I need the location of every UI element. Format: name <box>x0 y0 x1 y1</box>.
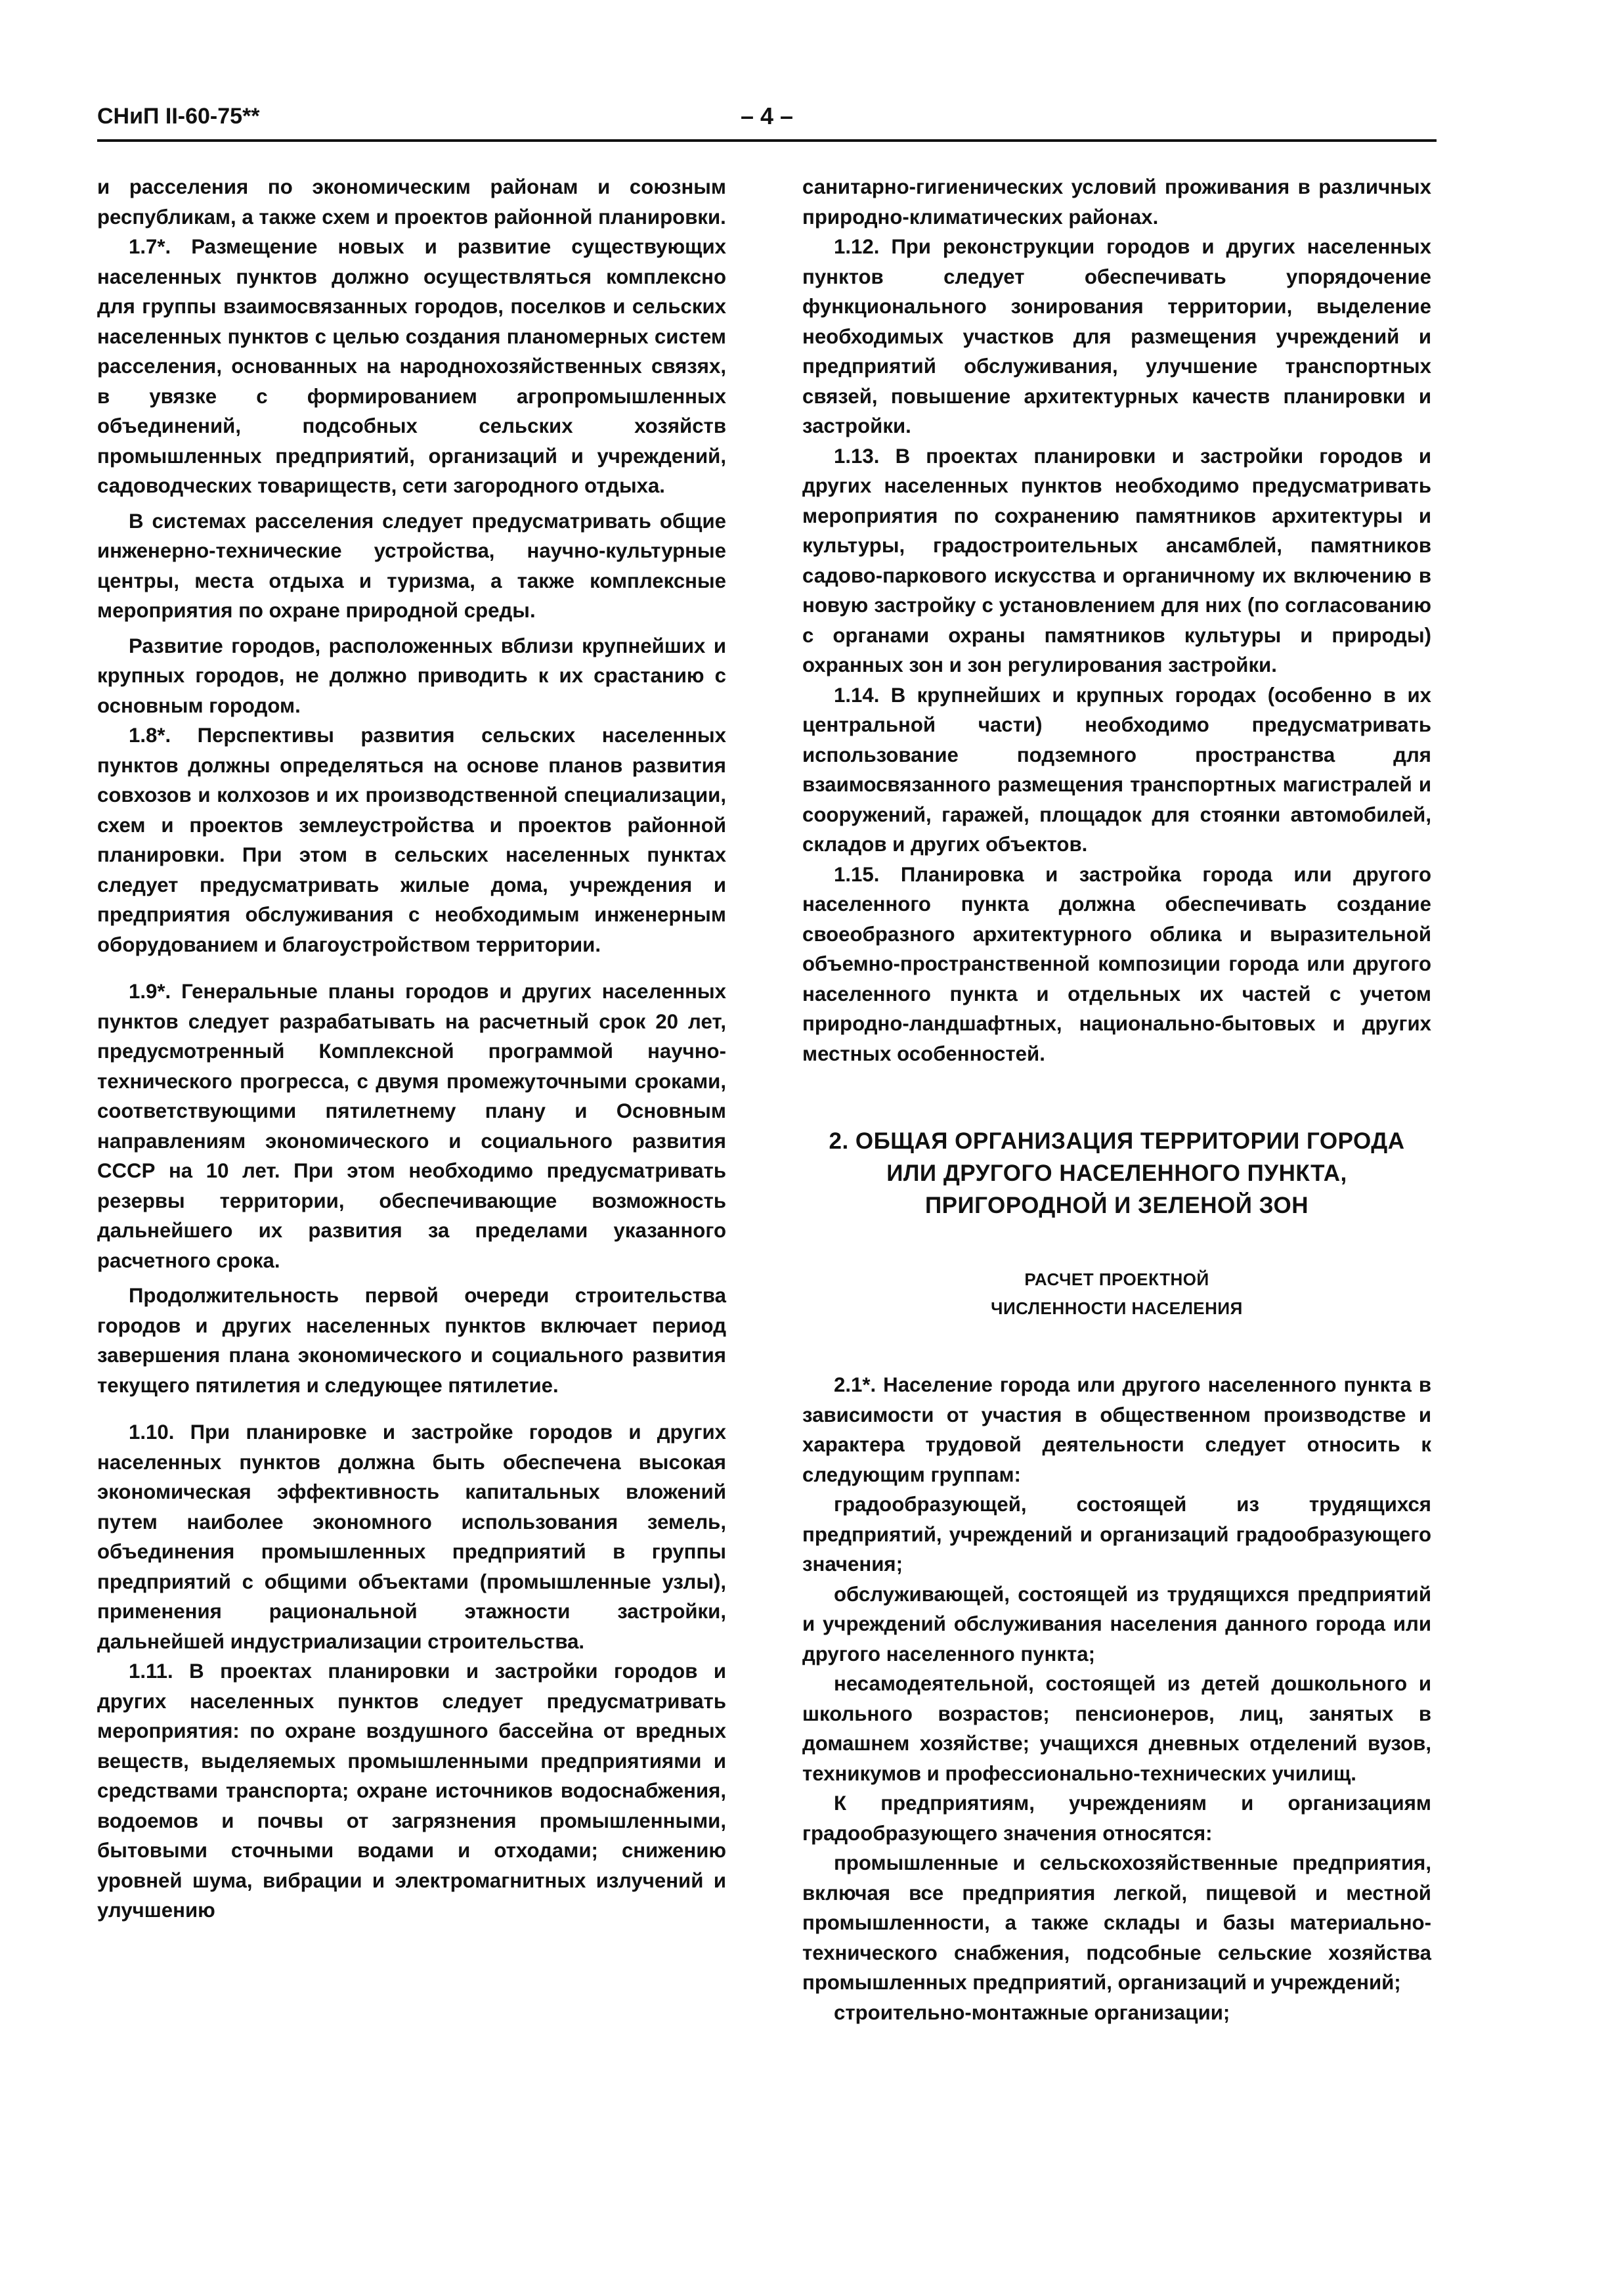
paragraph-text: В проектах планировки и застройки городов и других населенных пунктов следует предусматривать мероприятия: по охране воздушного бассейна от вредных веществ, выделяемых промышленными предприятиями и средствами транспорта; охране источников водоснабжения, водоемов и почвы от загрязнения промышленными, бытовыми сточными водами и отходами; снижению уровней шума, вибрации и электромагнитных излучений и улучшению <box>97 1660 726 1922</box>
paragraph-text: Генеральные планы городов и других населенных пунктов следует разрабатывать на расчетный срок 20 лет, предусмотренный Комплексной программой научно-технического прогресса, с двумя промежуточными сроками, соответствующими пятилетнему плану и Основным направлениям экономического и социального развития СССР на 10 лет. При этом необходимо предусматривать резервы территории, обеспечивающие возможность дальнейшего их развития за пределами указанного расчетного срока. <box>97 980 726 1272</box>
paragraph-text: промышленные и сельскохозяйственные предприятия, включая все предприятия легкой, пищевой и местной промышленности, а также склады и базы материально-технического снабжения, подсобные сельские хозяйства промышленных предприятий, организаций и учреждений; <box>802 1851 1431 1994</box>
section-title <box>802 1125 1431 1222</box>
paragraph-text: Размещение новых и развитие существующих населенных пунктов должно осуществляться комплексно для группы взаимосвязанных городов, поселков и сельских населенных пунктов с целью создания планомерных систем расселения, основанных на народнохозяйственных связях, в увязке с формированием агропромышленных объединений, подсобных сельских хозяйств промышленных предприятий, организаций и учреждений, садоводческих товариществ, сети загородного отдыха. <box>97 235 726 497</box>
list-item <box>802 1490 1431 1579</box>
paragraph <box>802 1788 1431 1848</box>
clause-number: 1.13. <box>834 444 880 468</box>
clause-number: 1.12. <box>834 235 880 258</box>
paragraph-text: состоящей из трудящихся предприятий, учреждений и организаций градообразующего значения; <box>802 1493 1431 1576</box>
clause-number: 1.7*. <box>129 235 171 258</box>
clause-2-1 <box>802 1370 1431 1490</box>
list-item <box>802 1669 1431 1788</box>
paragraph-text: санитарно-гигиенических условий проживания в различных природно-климатических районах. <box>802 175 1431 229</box>
paragraph-text: Продолжительность первой очереди строительства городов и других населенных пунктов включает период завершения плана экономического и социального развития текущего пятилетия и следующее пятилетие. <box>97 1284 726 1397</box>
page-number: – 4 – <box>740 102 794 129</box>
clause-1-8 <box>97 720 726 960</box>
group-term: несамодеятельной, <box>834 1672 1034 1695</box>
paragraph-text: Перспективы развития сельских населенных пунктов должны определяться на основе планов развития совхозов и колхозов и их производственной специализации, схем и проектов землеустройства и проектов районной планировки. При этом в сельских населенных пунктах следует предусматривать жилые дома, учреждения и предприятия обслуживания с необходимым инженерным оборудованием и благоустройством территории. <box>97 724 726 956</box>
paragraph-text: Население города или другого населенного пункта в зависимости от участия в общественном производстве и характера трудовой деятельности следует относить к следующим группам: <box>802 1373 1431 1486</box>
group-term: градообразующей, <box>834 1493 1027 1516</box>
group-term: обслуживающей, <box>834 1582 1010 1606</box>
subsection-title <box>802 1265 1431 1323</box>
paragraph <box>97 631 726 721</box>
right-column <box>802 172 1431 2027</box>
clause-1-10 <box>97 1417 726 1656</box>
page-header <box>97 99 1437 142</box>
paragraph <box>97 506 726 626</box>
left-column <box>97 172 726 1926</box>
paragraph-text: В системах расселения следует предусматривать общие инженерно-технические устройства, научно-культурные центры, места отдыха и туризма, а также комплексные мероприятия по охране природной среды. <box>97 509 726 622</box>
paragraph <box>97 172 726 232</box>
clause-number: 1.10. <box>129 1421 175 1444</box>
list-item <box>802 1998 1431 2028</box>
paragraph <box>97 1281 726 1400</box>
paragraph-text: В проектах планировки и застройки городов и других населенных пунктов необходимо предусматривать мероприятия по сохранению памятников архитектуры и культуры, градостроительных ансамблей, памятников садово-паркового искусства и органичному их включению в новую застройку с установлением для них (по согласованию с органами охраны памятников культуры и природы) охранных зон и зон регулирования застройки. <box>802 444 1431 676</box>
clause-1-13 <box>802 441 1431 680</box>
paragraph-text: и расселения по экономическим районам и союзным республикам, а также схем и проектов районной планировки. <box>97 175 726 229</box>
clause-number: 1.11. <box>129 1660 173 1683</box>
clause-number: 1.8*. <box>129 724 171 747</box>
paragraph-text: Планировка и застройка города или другого населенного пункта должна обеспечивать создание своеобразного архитектурного облика и выразительной объемно-пространственной композиции города или другого населенного пункта и отдельных их частей с учетом природно-ландшафтных, национально-бытовых и других местных особенностей. <box>802 862 1431 1065</box>
paragraph-text: При планировке и застройке городов и других населенных пунктов должна быть обеспечена высокая экономическая эффективность капитальных вложений путем наиболее экономного использования земель, объединения промышленных предприятий в группы предприятий с общими объектами (промышленные узлы), применения рациональной этажности застройки, дальнейшей индустриализации строительства. <box>97 1421 726 1653</box>
clause-number: 1.9*. <box>129 980 171 1003</box>
clause-number: 2.1*. <box>834 1373 876 1396</box>
paragraph-text: состоящей из детей дошкольного и школьного возрастов; пенсионеров, лиц, занятых в домашнем хозяйстве; учащихся дневных отделений вузов, техникумов и профессионально-технических училищ. <box>802 1672 1431 1785</box>
paragraph-text: состоящей из трудящихся предприятий и учреждений обслуживания населения данного города или другого населенного пункта; <box>802 1582 1431 1666</box>
clause-1-9 <box>97 977 726 1275</box>
paragraph-text: При реконструкции городов и других населенных пунктов следует обеспечивать упорядочение функционального зонирования территории, выделение необходимых участков для размещения учреждений и предприятий обслуживания, улучшение транспортных связей, повышение архитектурных качеств планировки и застройки. <box>802 235 1431 437</box>
section-title-line: ИЛИ ДРУГОГО НАСЕЛЕННОГО ПУНКТА, <box>886 1160 1347 1186</box>
subsection-title-line: ЧИСЛЕННОСТИ НАСЕЛЕНИЯ <box>991 1298 1243 1318</box>
clause-1-7 <box>97 232 726 501</box>
list-item <box>802 1579 1431 1669</box>
section-title-line: 2. ОБЩАЯ ОРГАНИЗАЦИЯ ТЕРРИТОРИИ ГОРОДА <box>829 1128 1405 1154</box>
list-item <box>802 1848 1431 1998</box>
clause-1-15 <box>802 860 1431 1069</box>
subsection-title-line: РАСЧЕТ ПРОЕКТНОЙ <box>1024 1269 1209 1289</box>
clause-number: 1.14. <box>834 683 880 707</box>
paragraph-text: Развитие городов, расположенных вблизи крупнейших и крупных городов, не должно приводить к их срастанию с основным городом. <box>97 634 726 717</box>
paragraph-text: К предприятиям, учреждениям и организациям градообразующего значения относятся: <box>802 1792 1431 1845</box>
paragraph <box>802 172 1431 232</box>
section-title-line: ПРИГОРОДНОЙ И ЗЕЛЕНОЙ ЗОН <box>924 1193 1309 1218</box>
paragraph-text: строительно-монтажные организации; <box>834 2000 1230 2024</box>
clause-1-14 <box>802 680 1431 860</box>
paragraph-text: В крупнейших и крупных городах (особенно в их центральной части) необходимо предусматривать использование подземного пространства для взаимосвязанного размещения транспортных магистралей и сооружений, гаражей, площадок для стоянки автомобилей, складов и других объектов. <box>802 683 1431 856</box>
clause-1-12 <box>802 232 1431 441</box>
clause-1-11 <box>97 1656 726 1926</box>
clause-number: 1.15. <box>834 862 880 886</box>
document-code: СНиП II-60-75** <box>97 104 260 129</box>
